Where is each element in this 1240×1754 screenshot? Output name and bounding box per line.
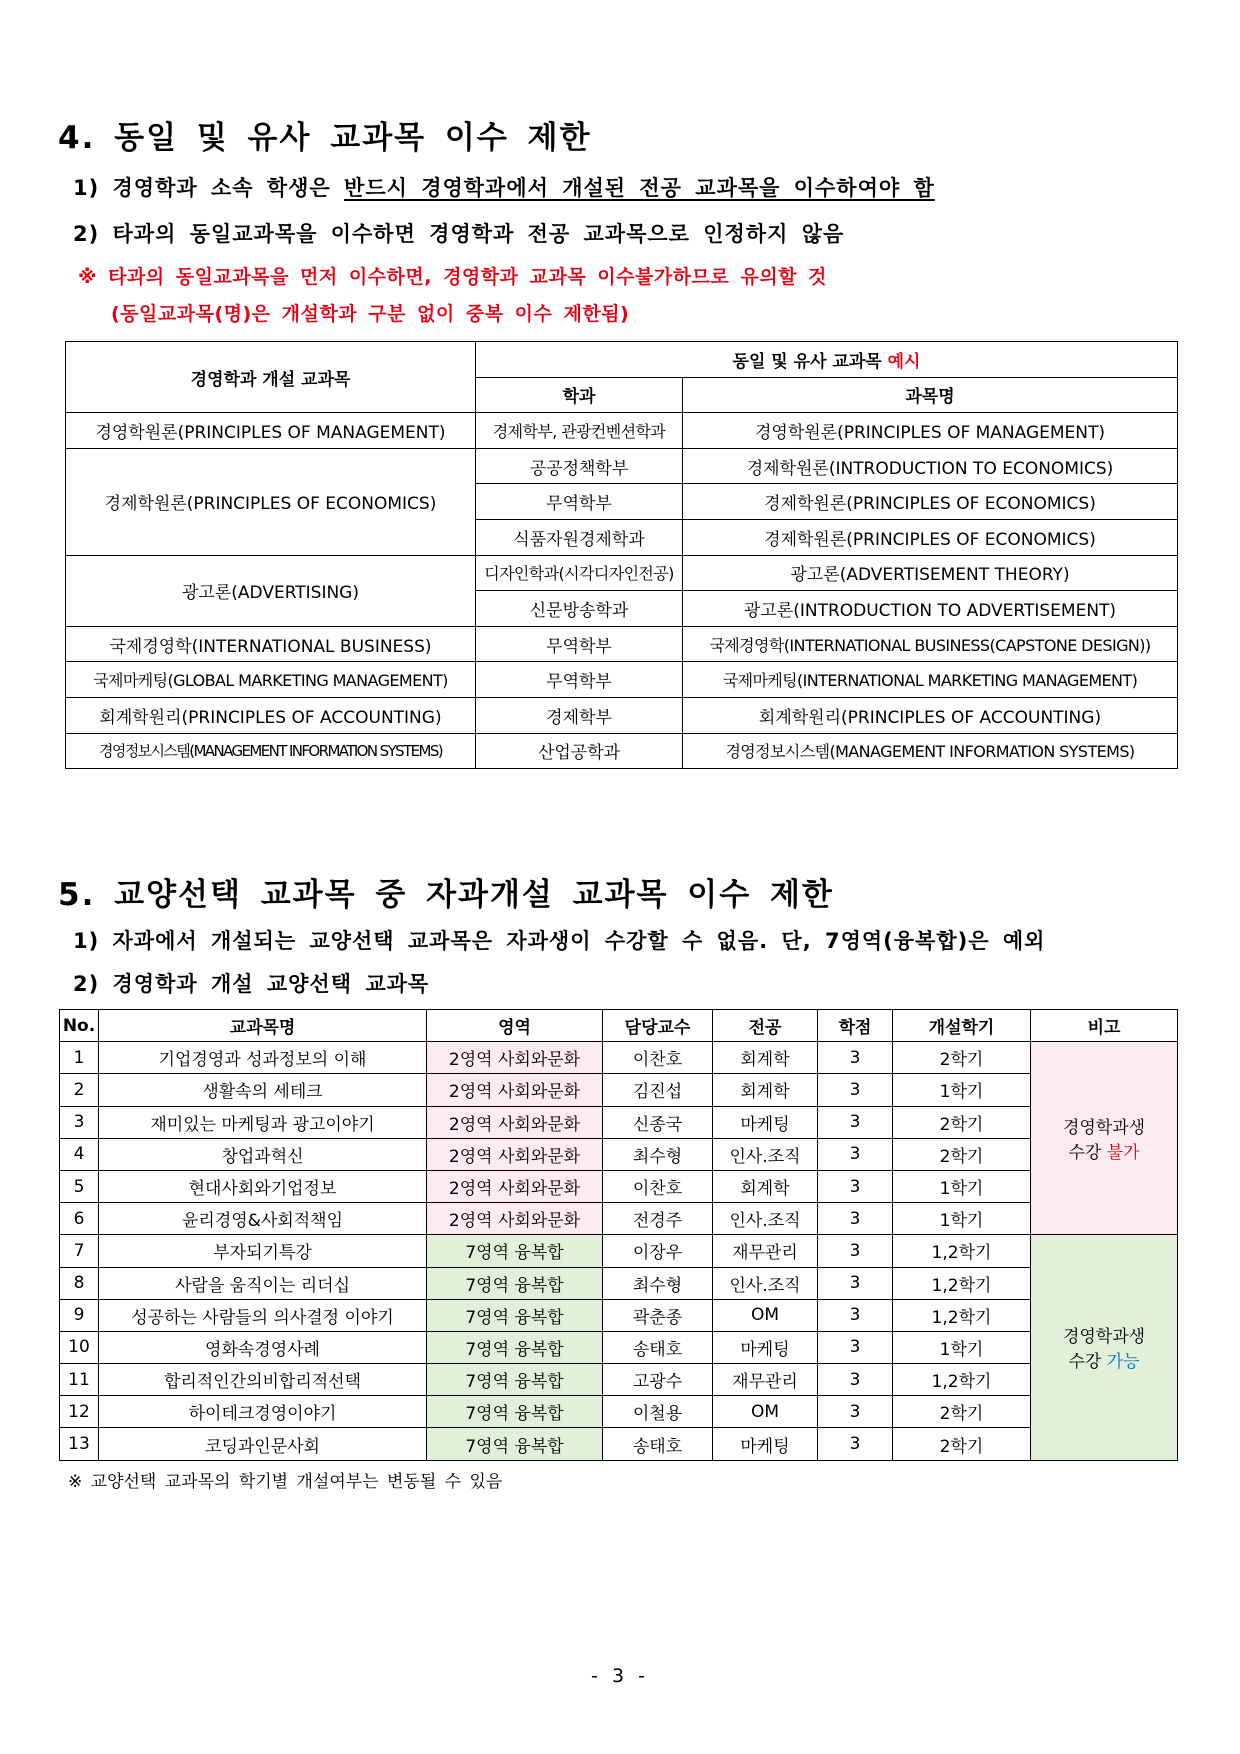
- row-major: 인사.조직: [713, 1267, 818, 1299]
- header-professor: 담당교수: [603, 1010, 713, 1042]
- table-row: [60, 1106, 1178, 1138]
- row-area: 2영역 사회와문화: [427, 1138, 603, 1170]
- row-no: 10: [60, 1331, 99, 1363]
- row-professor: 전경주: [603, 1203, 713, 1235]
- table-row: [66, 626, 1178, 662]
- mgmt-course: 경영정보시스템(MANAGEMENT INFORMATION SYSTEMS): [66, 733, 476, 769]
- allowed-highlight: 가능: [1106, 1352, 1140, 1373]
- header-dept: 학과: [476, 377, 683, 413]
- row-major: 재무관리: [713, 1364, 818, 1396]
- row-no: 7: [60, 1235, 99, 1267]
- section4-title: 4. 동일 및 유사 교과목 이수 제한: [58, 120, 592, 156]
- dept: 경제학부, 관광컨벤션학과: [476, 413, 683, 449]
- row-credits: 3: [818, 1364, 893, 1396]
- mgmt-course: 경영학원론(PRINCIPLES OF MANAGEMENT): [66, 413, 476, 449]
- same-course-table: [65, 341, 1178, 769]
- row-course: 윤리경영&사회적책임: [99, 1203, 427, 1235]
- mgmt-course: 국제마케팅(GLOBAL MARKETING MANAGEMENT): [66, 662, 476, 698]
- row-professor: 송태호: [603, 1331, 713, 1363]
- section4-warning-line2: (동일교과목(명)은 개설학과 구분 없이 중복 이수 제한됨): [111, 303, 630, 325]
- row-area: 2영역 사회와문화: [427, 1074, 603, 1106]
- row-credits: 3: [818, 1203, 893, 1235]
- dept: 식품자원경제학과: [476, 519, 683, 555]
- row-no: 1: [60, 1042, 99, 1074]
- row-semester: 1,2학기: [893, 1267, 1031, 1299]
- row-professor: 최수형: [603, 1138, 713, 1170]
- row-area: 7영역 융복합: [427, 1235, 603, 1267]
- row-course: 현대사회와기업정보: [99, 1170, 427, 1202]
- row-professor: 신종국: [603, 1106, 713, 1138]
- header-example-highlight: 예시: [887, 351, 921, 372]
- remarks-line1: 경영학과생: [1062, 1118, 1146, 1139]
- header-area: 영역: [427, 1010, 603, 1042]
- row-major: 인사.조직: [713, 1138, 818, 1170]
- dept: 산업공학과: [476, 733, 683, 769]
- row-course: 기업경영과 성과정보의 이해: [99, 1042, 427, 1074]
- course-name: 경제학원론(PRINCIPLES OF ECONOMICS): [683, 519, 1178, 555]
- table-row: [66, 555, 1178, 591]
- section4-warning-line1: ※ 타과의 동일교과목을 먼저 이수하면, 경영학과 교과목 이수불가하므로 유의할 것: [78, 266, 827, 288]
- row-major: 인사.조직: [713, 1203, 818, 1235]
- table-row: [60, 1138, 1178, 1170]
- header-no: No.: [60, 1010, 99, 1042]
- header-mgmt-course: 경영학과 개설 교과목: [66, 342, 476, 413]
- row-credits: 3: [818, 1106, 893, 1138]
- row-semester: 2학기: [893, 1138, 1031, 1170]
- row-semester: 1,2학기: [893, 1364, 1031, 1396]
- row-course: 생활속의 세테크: [99, 1074, 427, 1106]
- row-professor: 이찬호: [603, 1170, 713, 1202]
- remarks-line2: [1031, 1347, 1177, 1372]
- row-area: 7영역 융복합: [427, 1396, 603, 1428]
- mgmt-course: 국제경영학(INTERNATIONAL BUSINESS): [66, 626, 476, 662]
- row-credits: 3: [818, 1428, 893, 1460]
- header-course-name: 교과목명: [99, 1010, 427, 1042]
- section4-item1: [73, 172, 935, 202]
- row-major: 회계학: [713, 1170, 818, 1202]
- section5-item1: 1) 자과에서 개설되는 교양선택 교과목은 자과생이 수강할 수 없음. 단, 7영역(융복합)은 예외: [73, 929, 1046, 953]
- row-no: 3: [60, 1106, 99, 1138]
- header-credits: 학점: [818, 1010, 893, 1042]
- row-course: 하이테크경영이야기: [99, 1396, 427, 1428]
- row-professor: 고광수: [603, 1364, 713, 1396]
- elective-course-table: [59, 1009, 1178, 1461]
- course-name: 광고론(ADVERTISEMENT THEORY): [683, 555, 1178, 591]
- remarks-line2: [1031, 1138, 1177, 1163]
- course-name: 경제학원론(INTRODUCTION TO ECONOMICS): [683, 448, 1178, 484]
- row-semester: 1학기: [893, 1331, 1031, 1363]
- table-row: [60, 1364, 1178, 1396]
- dept: 무역학부: [476, 626, 683, 662]
- row-area: 2영역 사회와문화: [427, 1170, 603, 1202]
- row-course: 재미있는 마케팅과 광고이야기: [99, 1106, 427, 1138]
- row-semester: 2학기: [893, 1106, 1031, 1138]
- header-semester: 개설학기: [893, 1010, 1031, 1042]
- page-number: - 3 -: [591, 1665, 649, 1687]
- row-professor: 송태호: [603, 1428, 713, 1460]
- row-credits: 3: [818, 1074, 893, 1106]
- row-area: 7영역 융복합: [427, 1364, 603, 1396]
- row-credits: 3: [818, 1235, 893, 1267]
- row-semester: 1,2학기: [893, 1235, 1031, 1267]
- remarks-prefix: 수강: [1068, 1352, 1107, 1373]
- section5-title: 5. 교양선택 교과목 중 자과개설 교과목 이수 제한: [58, 877, 834, 913]
- row-no: 9: [60, 1299, 99, 1331]
- table-row: [60, 1428, 1178, 1460]
- course-name: 국제마케팅(INTERNATIONAL MARKETING MANAGEMENT): [683, 662, 1178, 698]
- section4-item1-underlined: 반드시 경영학과에서 개설된 전공 교과목을 이수하여야 함: [344, 176, 935, 200]
- table-row: [66, 697, 1178, 733]
- row-credits: 3: [818, 1267, 893, 1299]
- dept: 신문방송학과: [476, 591, 683, 627]
- header-similar-group: [476, 342, 1178, 378]
- table-row: [66, 662, 1178, 698]
- table-row: [60, 1235, 1178, 1267]
- row-no: 13: [60, 1428, 99, 1460]
- row-major: 마케팅: [713, 1428, 818, 1460]
- not-allowed-highlight: 불가: [1106, 1143, 1140, 1164]
- row-area: 2영역 사회와문화: [427, 1203, 603, 1235]
- mgmt-course: 광고론(ADVERTISING): [66, 555, 476, 626]
- row-area: 7영역 융복합: [427, 1299, 603, 1331]
- row-course: 창업과혁신: [99, 1138, 427, 1170]
- row-no: 11: [60, 1364, 99, 1396]
- table-row: [66, 733, 1178, 769]
- remarks-prefix: 수강: [1068, 1143, 1107, 1164]
- row-area: 2영역 사회와문화: [427, 1106, 603, 1138]
- row-course: 영화속경영사례: [99, 1331, 427, 1363]
- dept: 무역학부: [476, 484, 683, 520]
- course-name: 회계학원리(PRINCIPLES OF ACCOUNTING): [683, 697, 1178, 733]
- row-course: 부자되기특강: [99, 1235, 427, 1267]
- dept: 공공정책학부: [476, 448, 683, 484]
- row-area: 7영역 융복합: [427, 1267, 603, 1299]
- section5-item2: 2) 경영학과 개설 교양선택 교과목: [73, 972, 430, 996]
- row-semester: 2학기: [893, 1428, 1031, 1460]
- row-semester: 1학기: [893, 1074, 1031, 1106]
- row-major: 마케팅: [713, 1331, 818, 1363]
- row-course: 성공하는 사람들의 의사결정 이야기: [99, 1299, 427, 1331]
- row-professor: 최수형: [603, 1267, 713, 1299]
- dept: 무역학부: [476, 662, 683, 698]
- row-credits: 3: [818, 1042, 893, 1074]
- row-professor: 곽춘종: [603, 1299, 713, 1331]
- row-course: 합리적인간의비합리적선택: [99, 1364, 427, 1396]
- row-no: 4: [60, 1138, 99, 1170]
- row-credits: 3: [818, 1331, 893, 1363]
- table-row: [60, 1074, 1178, 1106]
- course-name: 광고론(INTRODUCTION TO ADVERTISEMENT): [683, 591, 1178, 627]
- table-row: [60, 1299, 1178, 1331]
- table-row: [60, 1267, 1178, 1299]
- table-row: [60, 1331, 1178, 1363]
- row-no: 5: [60, 1170, 99, 1202]
- mgmt-course: 경제학원론(PRINCIPLES OF ECONOMICS): [66, 448, 476, 555]
- row-major: 회계학: [713, 1042, 818, 1074]
- row-professor: 이장우: [603, 1235, 713, 1267]
- row-course: 코딩과인문사회: [99, 1428, 427, 1460]
- table-row: [66, 413, 1178, 449]
- row-no: 6: [60, 1203, 99, 1235]
- header-remarks: 비고: [1031, 1010, 1178, 1042]
- table-row: [60, 1203, 1178, 1235]
- row-semester: 2학기: [893, 1396, 1031, 1428]
- row-semester: 1학기: [893, 1203, 1031, 1235]
- row-area: 7영역 융복합: [427, 1331, 603, 1363]
- header-course-name: 과목명: [683, 377, 1178, 413]
- row-no: 12: [60, 1396, 99, 1428]
- row-semester: 2학기: [893, 1042, 1031, 1074]
- row-credits: 3: [818, 1396, 893, 1428]
- row-professor: 이찬호: [603, 1042, 713, 1074]
- row-area: 2영역 사회와문화: [427, 1042, 603, 1074]
- course-name: 경제학원론(PRINCIPLES OF ECONOMICS): [683, 484, 1178, 520]
- header-similar-prefix: 동일 및 유사 교과목: [732, 351, 888, 372]
- header-major: 전공: [713, 1010, 818, 1042]
- row-semester: 1,2학기: [893, 1299, 1031, 1331]
- remarks-line1: 경영학과생: [1062, 1327, 1146, 1348]
- row-area: 7영역 융복합: [427, 1428, 603, 1460]
- table-footnote: ※ 교양선택 교과목의 학기별 개설여부는 변동될 수 있음: [68, 1472, 503, 1492]
- row-major: 재무관리: [713, 1235, 818, 1267]
- remarks-not-allowed: [1031, 1042, 1178, 1235]
- row-major: 마케팅: [713, 1106, 818, 1138]
- table-row: [66, 448, 1178, 484]
- row-major: 회계학: [713, 1074, 818, 1106]
- course-name: 국제경영학(INTERNATIONAL BUSINESS(CAPSTONE DESIGN)): [683, 626, 1178, 662]
- course-name: 경영학원론(PRINCIPLES OF MANAGEMENT): [683, 413, 1178, 449]
- row-credits: 3: [818, 1299, 893, 1331]
- row-no: 2: [60, 1074, 99, 1106]
- course-name: 경영정보시스템(MANAGEMENT INFORMATION SYSTEMS): [683, 733, 1178, 769]
- mgmt-course: 회계학원리(PRINCIPLES OF ACCOUNTING): [66, 697, 476, 733]
- row-major: OM: [713, 1396, 818, 1428]
- row-course: 사람을 움직이는 리더십: [99, 1267, 427, 1299]
- dept: 디자인학과(시각디자인전공): [476, 555, 683, 591]
- section4-item2: 2) 타과의 동일교과목을 이수하면 경영학과 전공 교과목으로 인정하지 않음: [73, 222, 845, 246]
- table-row: [60, 1396, 1178, 1428]
- row-professor: 김진섭: [603, 1074, 713, 1106]
- row-major: OM: [713, 1299, 818, 1331]
- dept: 경제학부: [476, 697, 683, 733]
- table-row: [60, 1170, 1178, 1202]
- row-credits: 3: [818, 1170, 893, 1202]
- table-row: [60, 1042, 1178, 1074]
- row-no: 8: [60, 1267, 99, 1299]
- remarks-allowed: [1031, 1235, 1178, 1460]
- row-semester: 1학기: [893, 1170, 1031, 1202]
- row-credits: 3: [818, 1138, 893, 1170]
- section4-item1-prefix: 1) 경영학과 소속 학생은: [73, 176, 345, 200]
- row-professor: 이철용: [603, 1396, 713, 1428]
